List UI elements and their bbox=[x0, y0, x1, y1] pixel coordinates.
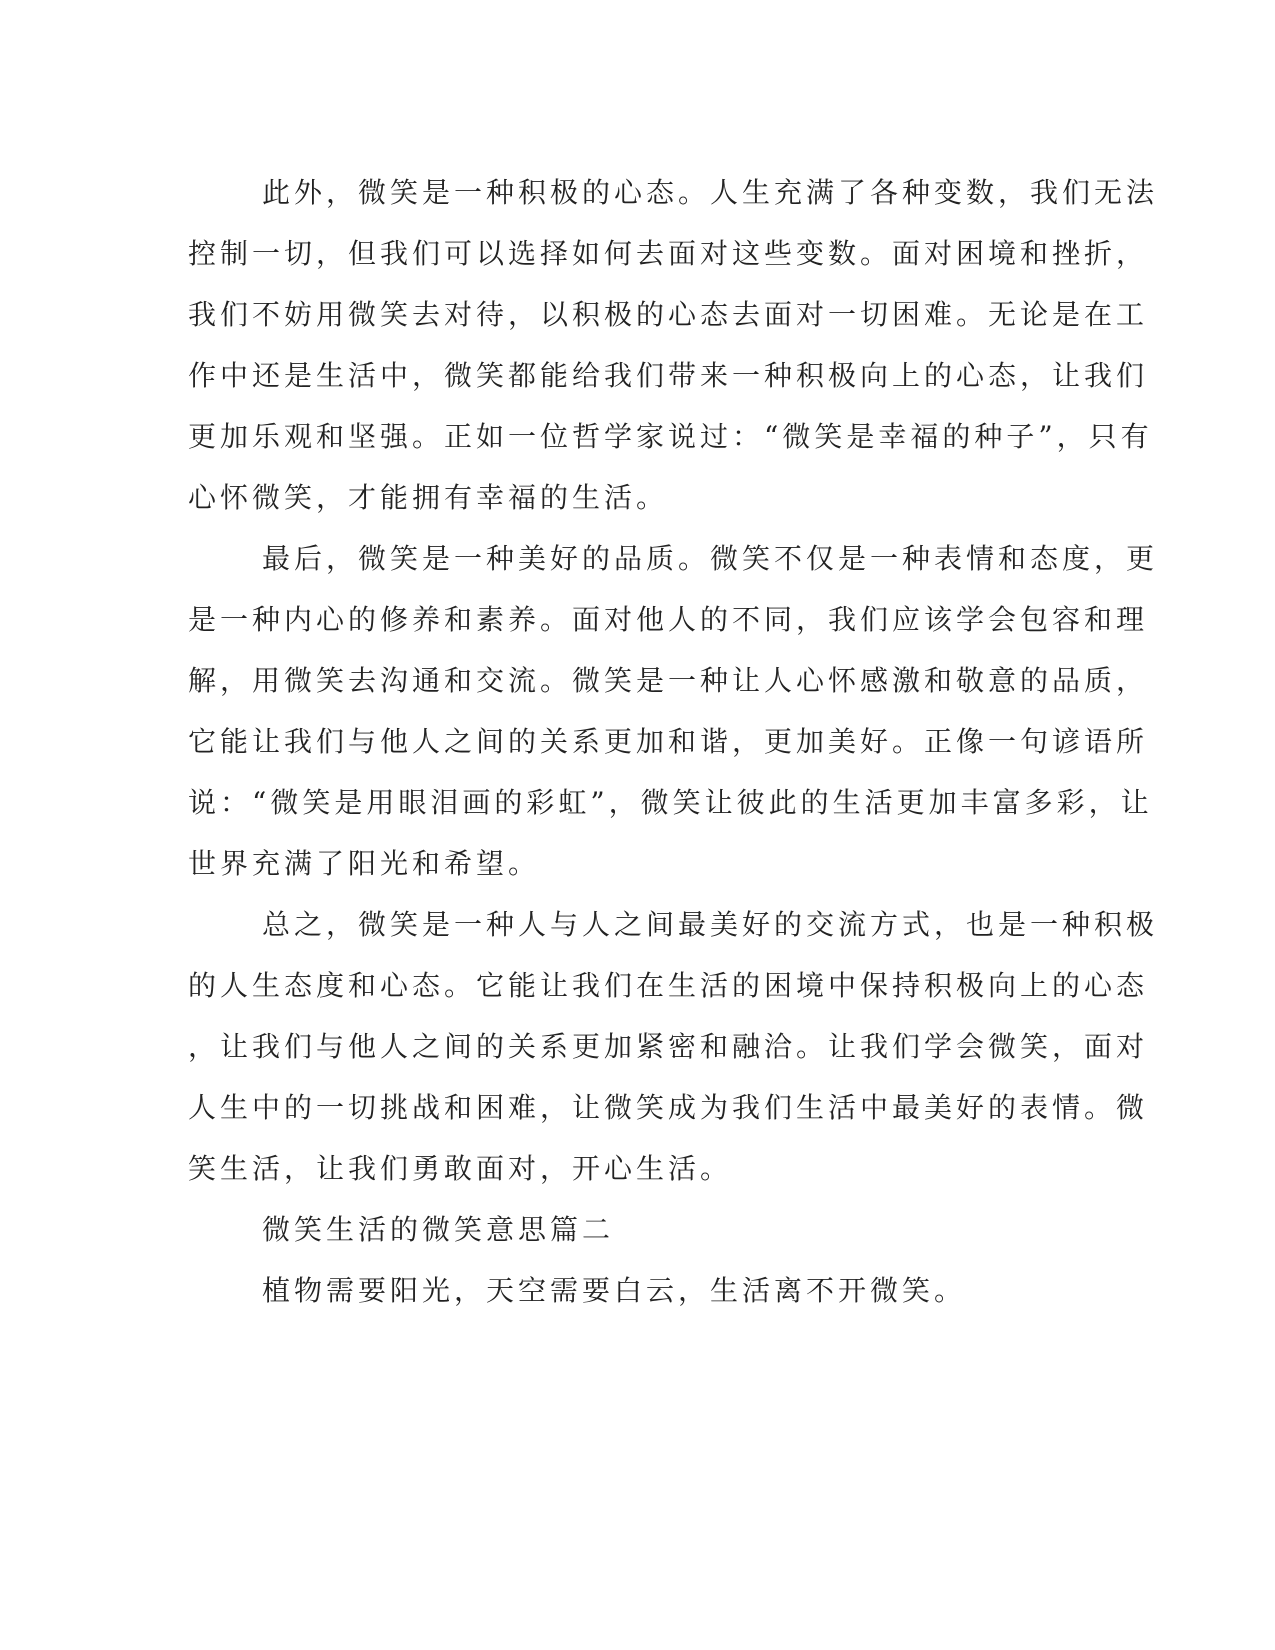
text-line: 控制一切，但我们可以选择如何去面对这些变数。面对困境和挫折， bbox=[188, 237, 1149, 270]
text-line: 的人生态度和心态。它能让我们在生活的困境中保持积极向上的心态 bbox=[188, 969, 1149, 1002]
text-line: 是一种内心的修养和素养。面对他人的不同，我们应该学会包容和理 bbox=[188, 603, 1149, 636]
text-line: 心怀微笑，才能拥有幸福的生活。 bbox=[188, 481, 669, 514]
paragraph-positive-mindset bbox=[188, 162, 1159, 528]
text-line: 解，用微笑去沟通和交流。微笑是一种让人心怀感激和敬意的品质， bbox=[188, 664, 1149, 697]
text-line: ，让我们与他人之间的关系更加紧密和融洽。让我们学会微笑，面对 bbox=[188, 1030, 1149, 1063]
paragraph-good-quality bbox=[188, 528, 1159, 894]
text-line: 更加乐观和坚强。正如一位哲学家说过：“微笑是幸福的种子”，只有 bbox=[188, 420, 1153, 453]
paragraph-conclusion bbox=[188, 894, 1159, 1199]
document-body bbox=[188, 162, 1159, 1321]
closing-line: 植物需要阳光，天空需要白云，生活离不开微笑。 bbox=[262, 1274, 967, 1307]
text-line: 世界充满了阳光和希望。 bbox=[188, 847, 541, 880]
text-line: 人生中的一切挑战和困难，让微笑成为我们生活中最美好的表情。微 bbox=[188, 1091, 1149, 1124]
text-line: 作中还是生活中，微笑都能给我们带来一种积极向上的心态，让我们 bbox=[188, 359, 1149, 392]
text-line: 最后，微笑是一种美好的品质。微笑不仅是一种表情和态度，更 bbox=[262, 542, 1159, 575]
text-line: 它能让我们与他人之间的关系更加和谐，更加美好。正像一句谚语所 bbox=[188, 725, 1149, 758]
text-line: 说：“微笑是用眼泪画的彩虹”，微笑让彼此的生活更加丰富多彩，让 bbox=[188, 786, 1153, 819]
text-line: 笑生活，让我们勇敢面对，开心生活。 bbox=[188, 1152, 733, 1185]
text-line: 此外，微笑是一种积极的心态。人生充满了各种变数，我们无法 bbox=[262, 176, 1159, 209]
section-heading: 微笑生活的微笑意思篇二 bbox=[262, 1213, 615, 1246]
text-line: 总之，微笑是一种人与人之间最美好的交流方式，也是一种积极 bbox=[262, 908, 1159, 941]
text-line: 我们不妨用微笑去对待，以积极的心态去面对一切困难。无论是在工 bbox=[188, 298, 1149, 331]
